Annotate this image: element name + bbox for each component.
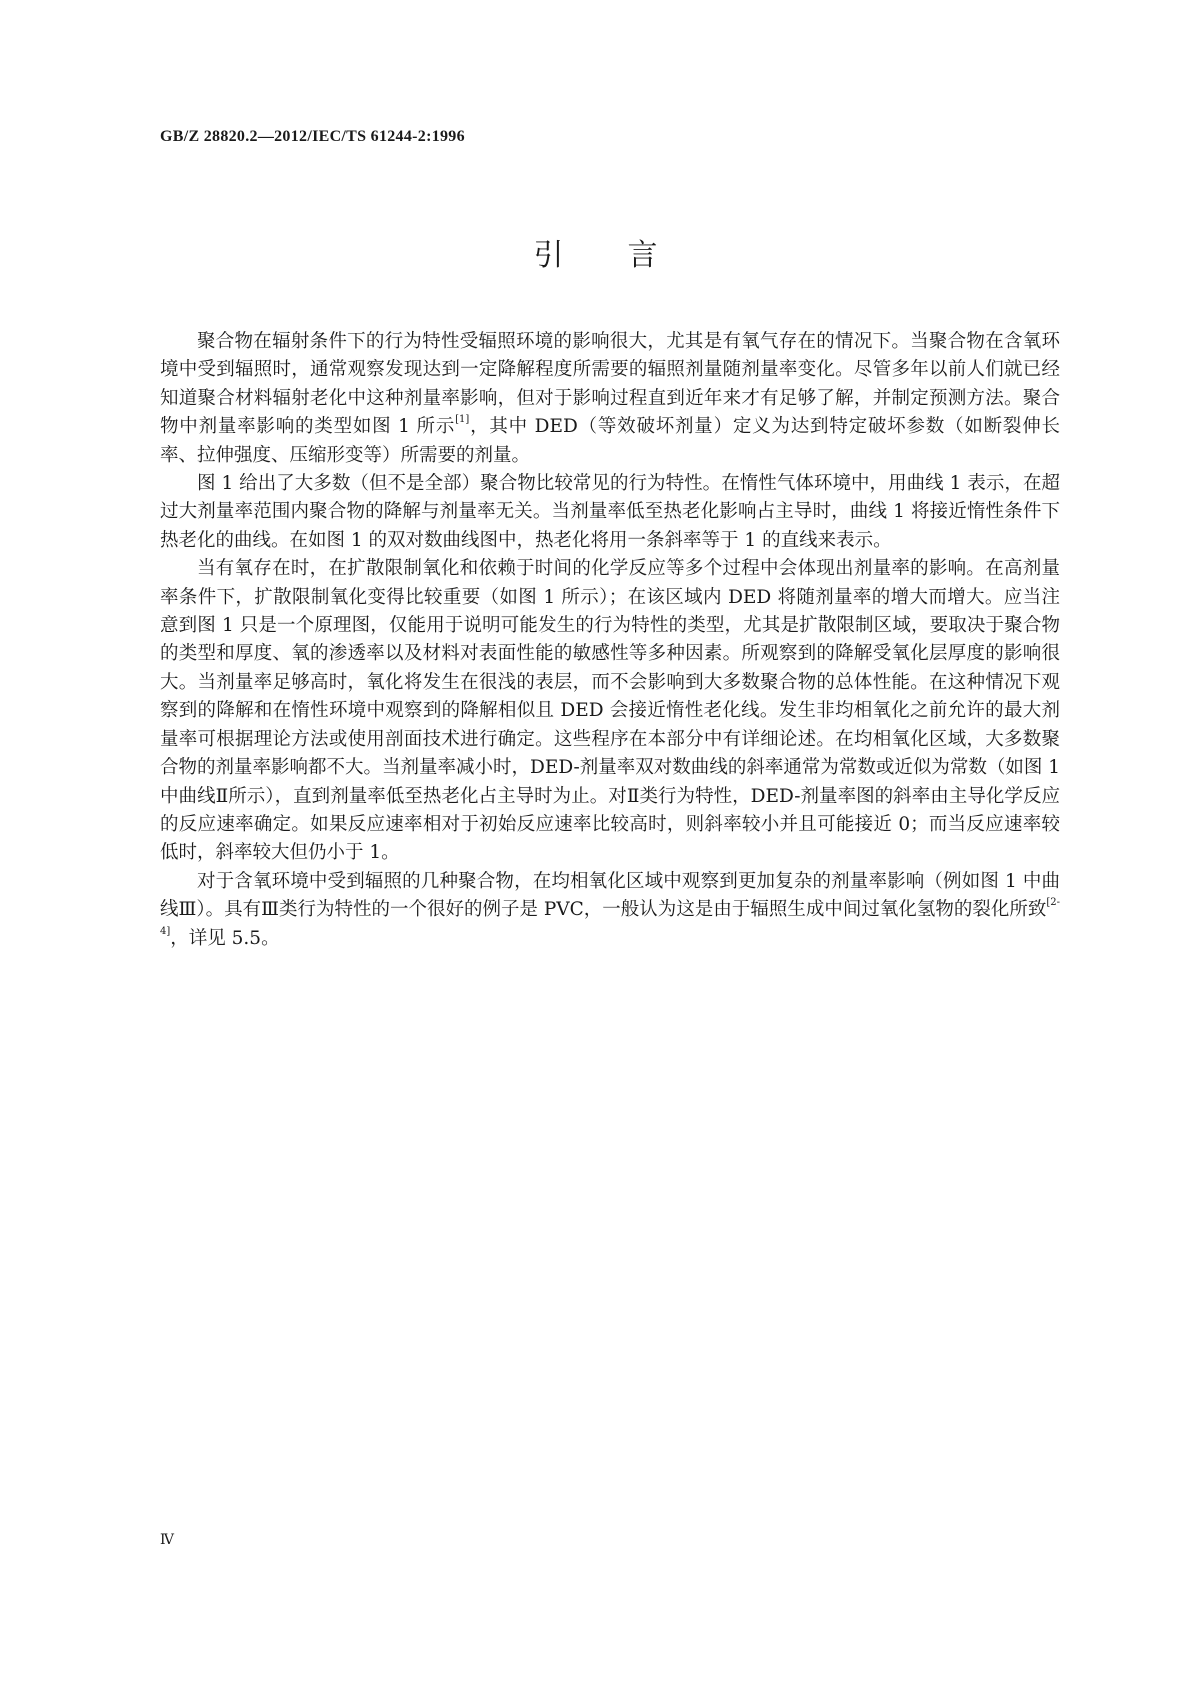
paragraph-text: 聚合物在辐射条件下的行为特性受辐照环境的影响很大，尤其是有氧气存在的情况下。当聚合物在含氧环境中受到辐照时，通常观察发现达到一定降解程度所需要的辐照剂量随剂量率变化。尽管多年以前人们就已经知道聚合材料辐射老化中这种剂量率影响，但对于影响过程直到近年来才有足够了解，并制定预测方法。聚合物中剂量率影响的类型如图 1 所示 (160, 331, 1060, 438)
standard-number: GB/Z 28820.2—2012/IEC/TS 61244-2:1996 (160, 128, 465, 145)
paragraph-2: 图 1 给出了大多数（但不是全部）聚合物比较常见的行为特性。在惰性气体环境中，用曲线 1 表示，在超过大剂量率范围内聚合物的降解与剂量率无关。当剂量率低至热老化影响占主导时，曲线 1 将接近惰性条件下热老化的曲线。在如图 1 的双对数曲线图中，热老化将用一条斜率等于 1 的直线来表示。 (160, 473, 1060, 551)
citation-ref: [1] (455, 414, 470, 426)
paragraph-3: 当有氧存在时，在扩散限制氧化和依赖于时间的化学反应等多个过程中会体现出剂量率的影响。在高剂量率条件下，扩散限制氧化变得比较重要（如图 1 所示）；在该区域内 DED 将随剂量率的增大而增大。应当注意到图 1 只是一个原理图，仅能用于说明可能发生的行为特性的类型，尤其是扩散限制区域，要取决于聚合物的类型和厚度、氧的渗透率以及材料对表面性能的敏感性等多种因素。所观察到的降解受氧化层厚度的影响很大。当剂量率足够高时，氧化将发生在很浅的表层，而不会影响到大多数聚合物的总体性能。在这种情况下观察到的降解和在惰性环境中观察到的降解相似且 DED 会接近惰性老化线。发生非均相氧化之前允许的最大剂量率可根据理论方法或使用剖面技术进行确定。这些程序在本部分中有详细论述。在均相氧化区域，大多数聚合物的剂量率影响都不大。当剂量率减小时，DED-剂量率双对数曲线的斜率通常为常数或近似为常数（如图 1 中曲线Ⅱ所示），直到剂量率低至热老化占主导时为止。对Ⅱ类行为特性，DED-剂量率图的斜率由主导化学反应的反应速率确定。如果反应速率相对于初始反应速率比较高时，则斜率较小并且可能接近 0；而当反应速率较低时，斜率较大但仍小于 1。 (160, 558, 1060, 864)
introduction-body (160, 328, 1060, 953)
page-title: 引言 (533, 238, 722, 273)
paragraph-text: ，详见 5.5。 (170, 927, 280, 949)
page-number: Ⅳ (160, 1533, 174, 1548)
paragraph-1 (160, 328, 1060, 470)
paragraph-text: ，其中 DED（等效破坏剂量）定义为达到特定破坏参数（如断裂伸长率、拉伸强度、压缩形变等）所需要的剂量。 (160, 416, 1060, 466)
paragraph-4 (160, 868, 1060, 953)
citation-ref: [2-4] (160, 897, 1060, 937)
paragraph-text: 对于含氧环境中受到辐照的几种聚合物，在均相氧化区域中观察到更加复杂的剂量率影响（例如图 1 中曲线Ⅲ）。具有Ⅲ类行为特性的一个很好的例子是 PVC，一般认为这是由于辐照生成中间过氧化氢物的裂化所致 (160, 870, 1060, 921)
